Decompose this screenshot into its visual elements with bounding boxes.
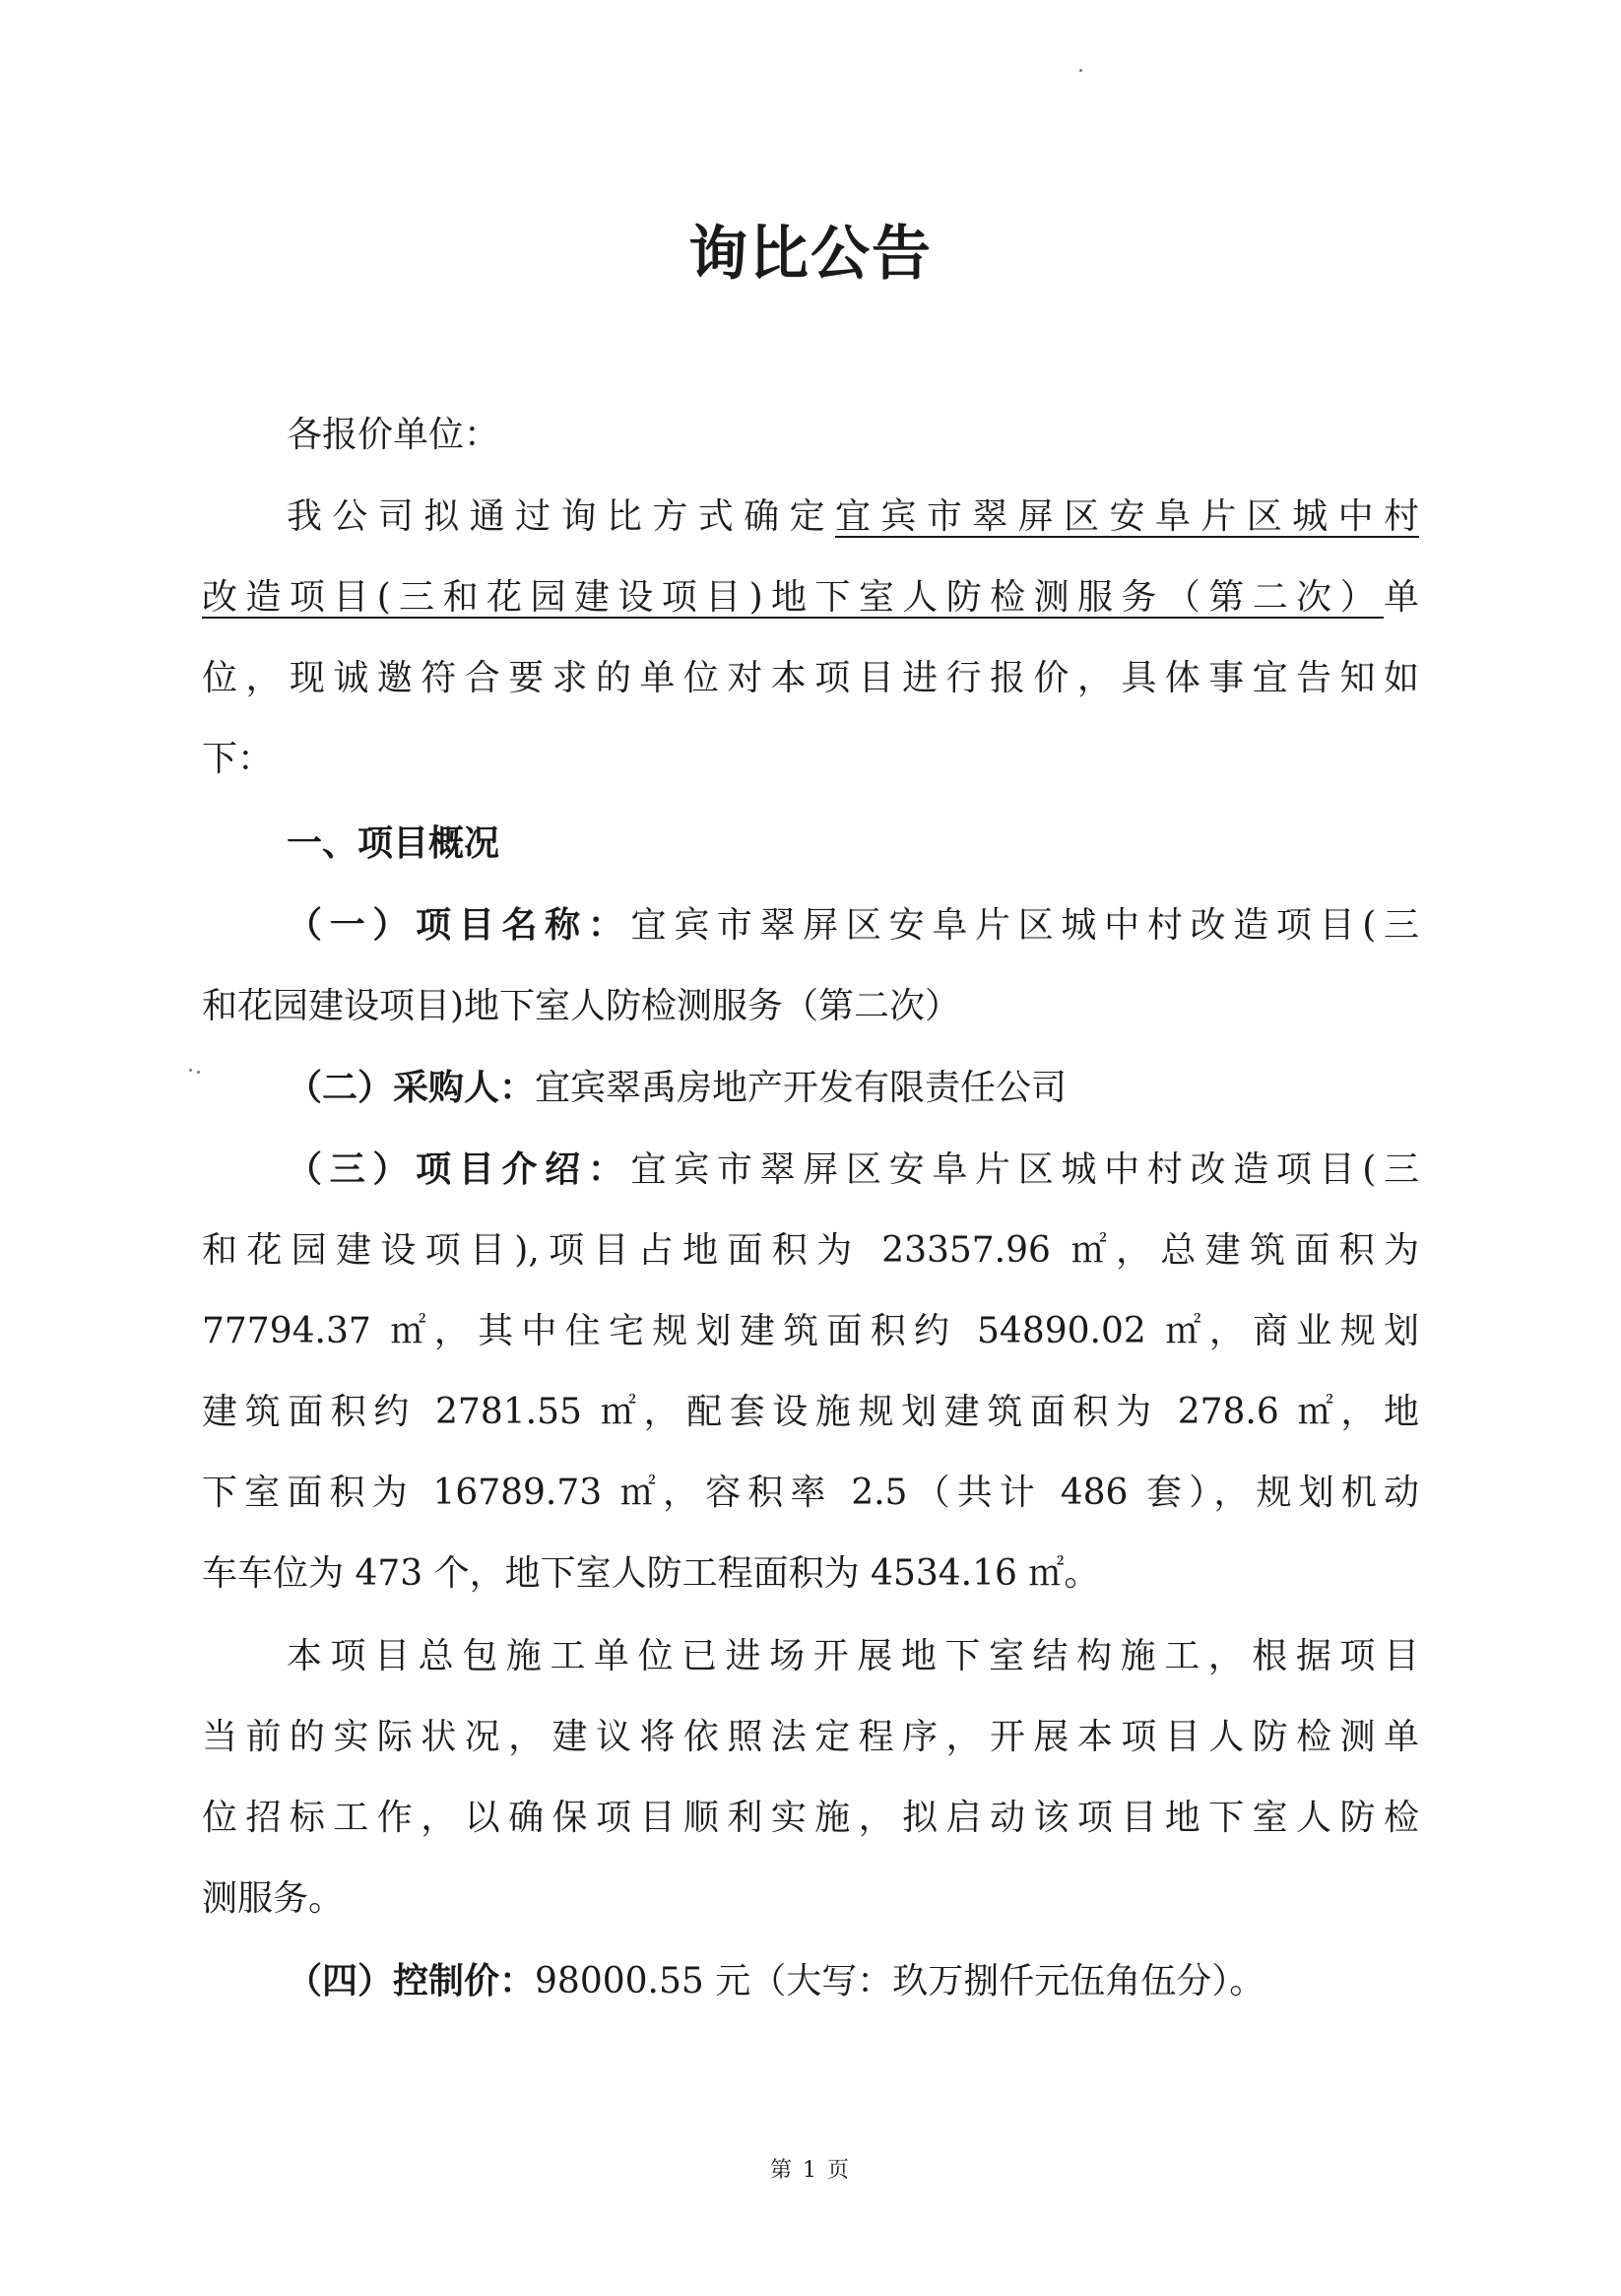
intro-line-1: [287, 495, 1419, 539]
section-heading: 一、项目概况: [287, 823, 500, 864]
item-label: （二）采购人：: [287, 1068, 536, 1108]
page-number: 第 1 页: [770, 2158, 851, 2183]
para-line-1: 本项目总包施工单位已进场开展地下室结构施工，根据项目: [287, 1636, 1419, 1676]
scan-speck: [1079, 69, 1082, 72]
item3-line-2: 和花园建设项目),项目占地面积为 23357.96 ㎡，总建筑面积为: [202, 1230, 1419, 1271]
page-title: 询比公告: [688, 220, 933, 289]
project-name-underlined: 改造项目(三和花园建设项目)地下室人防检测服务（第二次）: [202, 577, 1384, 618]
item1-line-1: [287, 904, 1419, 948]
para-line-4: 测服务。: [202, 1878, 345, 1919]
item1-line-2: 和花园建设项目)地下室人防检测服务（第二次）: [202, 986, 961, 1026]
intro-text: 我公司拟通过询比方式确定: [287, 496, 835, 537]
scan-speck: [189, 1069, 192, 1072]
intro-text: 单: [1383, 577, 1419, 618]
para-line-3: 位招标工作，以确保项目顺利实施，拟启动该项目地下室人防检: [202, 1798, 1419, 1838]
intro-line-3: 位，现诚邀符合要求的单位对本项目进行报价，具体事宜告知如: [202, 658, 1419, 698]
item3-line-1: [287, 1148, 1419, 1192]
item3-line-3: 77794.37 ㎡，其中住宅规划建筑面积约 54890.02 ㎡，商业规划: [202, 1311, 1419, 1351]
item3-line-5: 下室面积为 16789.73 ㎡，容积率 2.5（共计 486 套），规划机动: [202, 1473, 1419, 1513]
item3-line-6: 车车位为 473 个，地下室人防工程面积为 4534.16 ㎡。: [202, 1553, 1100, 1594]
item-text: 宜宾市翠屏区安阜片区城中村改造项目(三: [630, 1149, 1419, 1190]
intro-line-2: [202, 576, 1419, 620]
item-text: 宜宾市翠屏区安阜片区城中村改造项目(三: [630, 905, 1419, 946]
item-text: 98000.55 元（大写：玖万捌仟元伍角伍分）。: [535, 1961, 1265, 2001]
item3-line-4: 建筑面积约 2781.55 ㎡，配套设施规划建筑面积为 278.6 ㎡，地: [202, 1392, 1419, 1432]
item-label: （三）项目介绍：: [287, 1149, 631, 1190]
scan-speck: [197, 1071, 200, 1074]
item2-line: [287, 1067, 1067, 1110]
para-line-2: 当前的实际状况，建议将依照法定程序，开展本项目人防检测单: [202, 1717, 1419, 1757]
project-name-underlined: 宜宾市翠屏区安阜片区城中村: [835, 496, 1419, 537]
intro-line-4: 下：: [202, 739, 274, 779]
salutation: 各报价单位：: [287, 415, 500, 455]
item4-line: [287, 1960, 1264, 2003]
item-label: （四）控制价：: [287, 1961, 536, 2001]
item-text: 宜宾翠禹房地产开发有限责任公司: [535, 1068, 1068, 1108]
item-label: （一）项目名称：: [287, 905, 631, 946]
